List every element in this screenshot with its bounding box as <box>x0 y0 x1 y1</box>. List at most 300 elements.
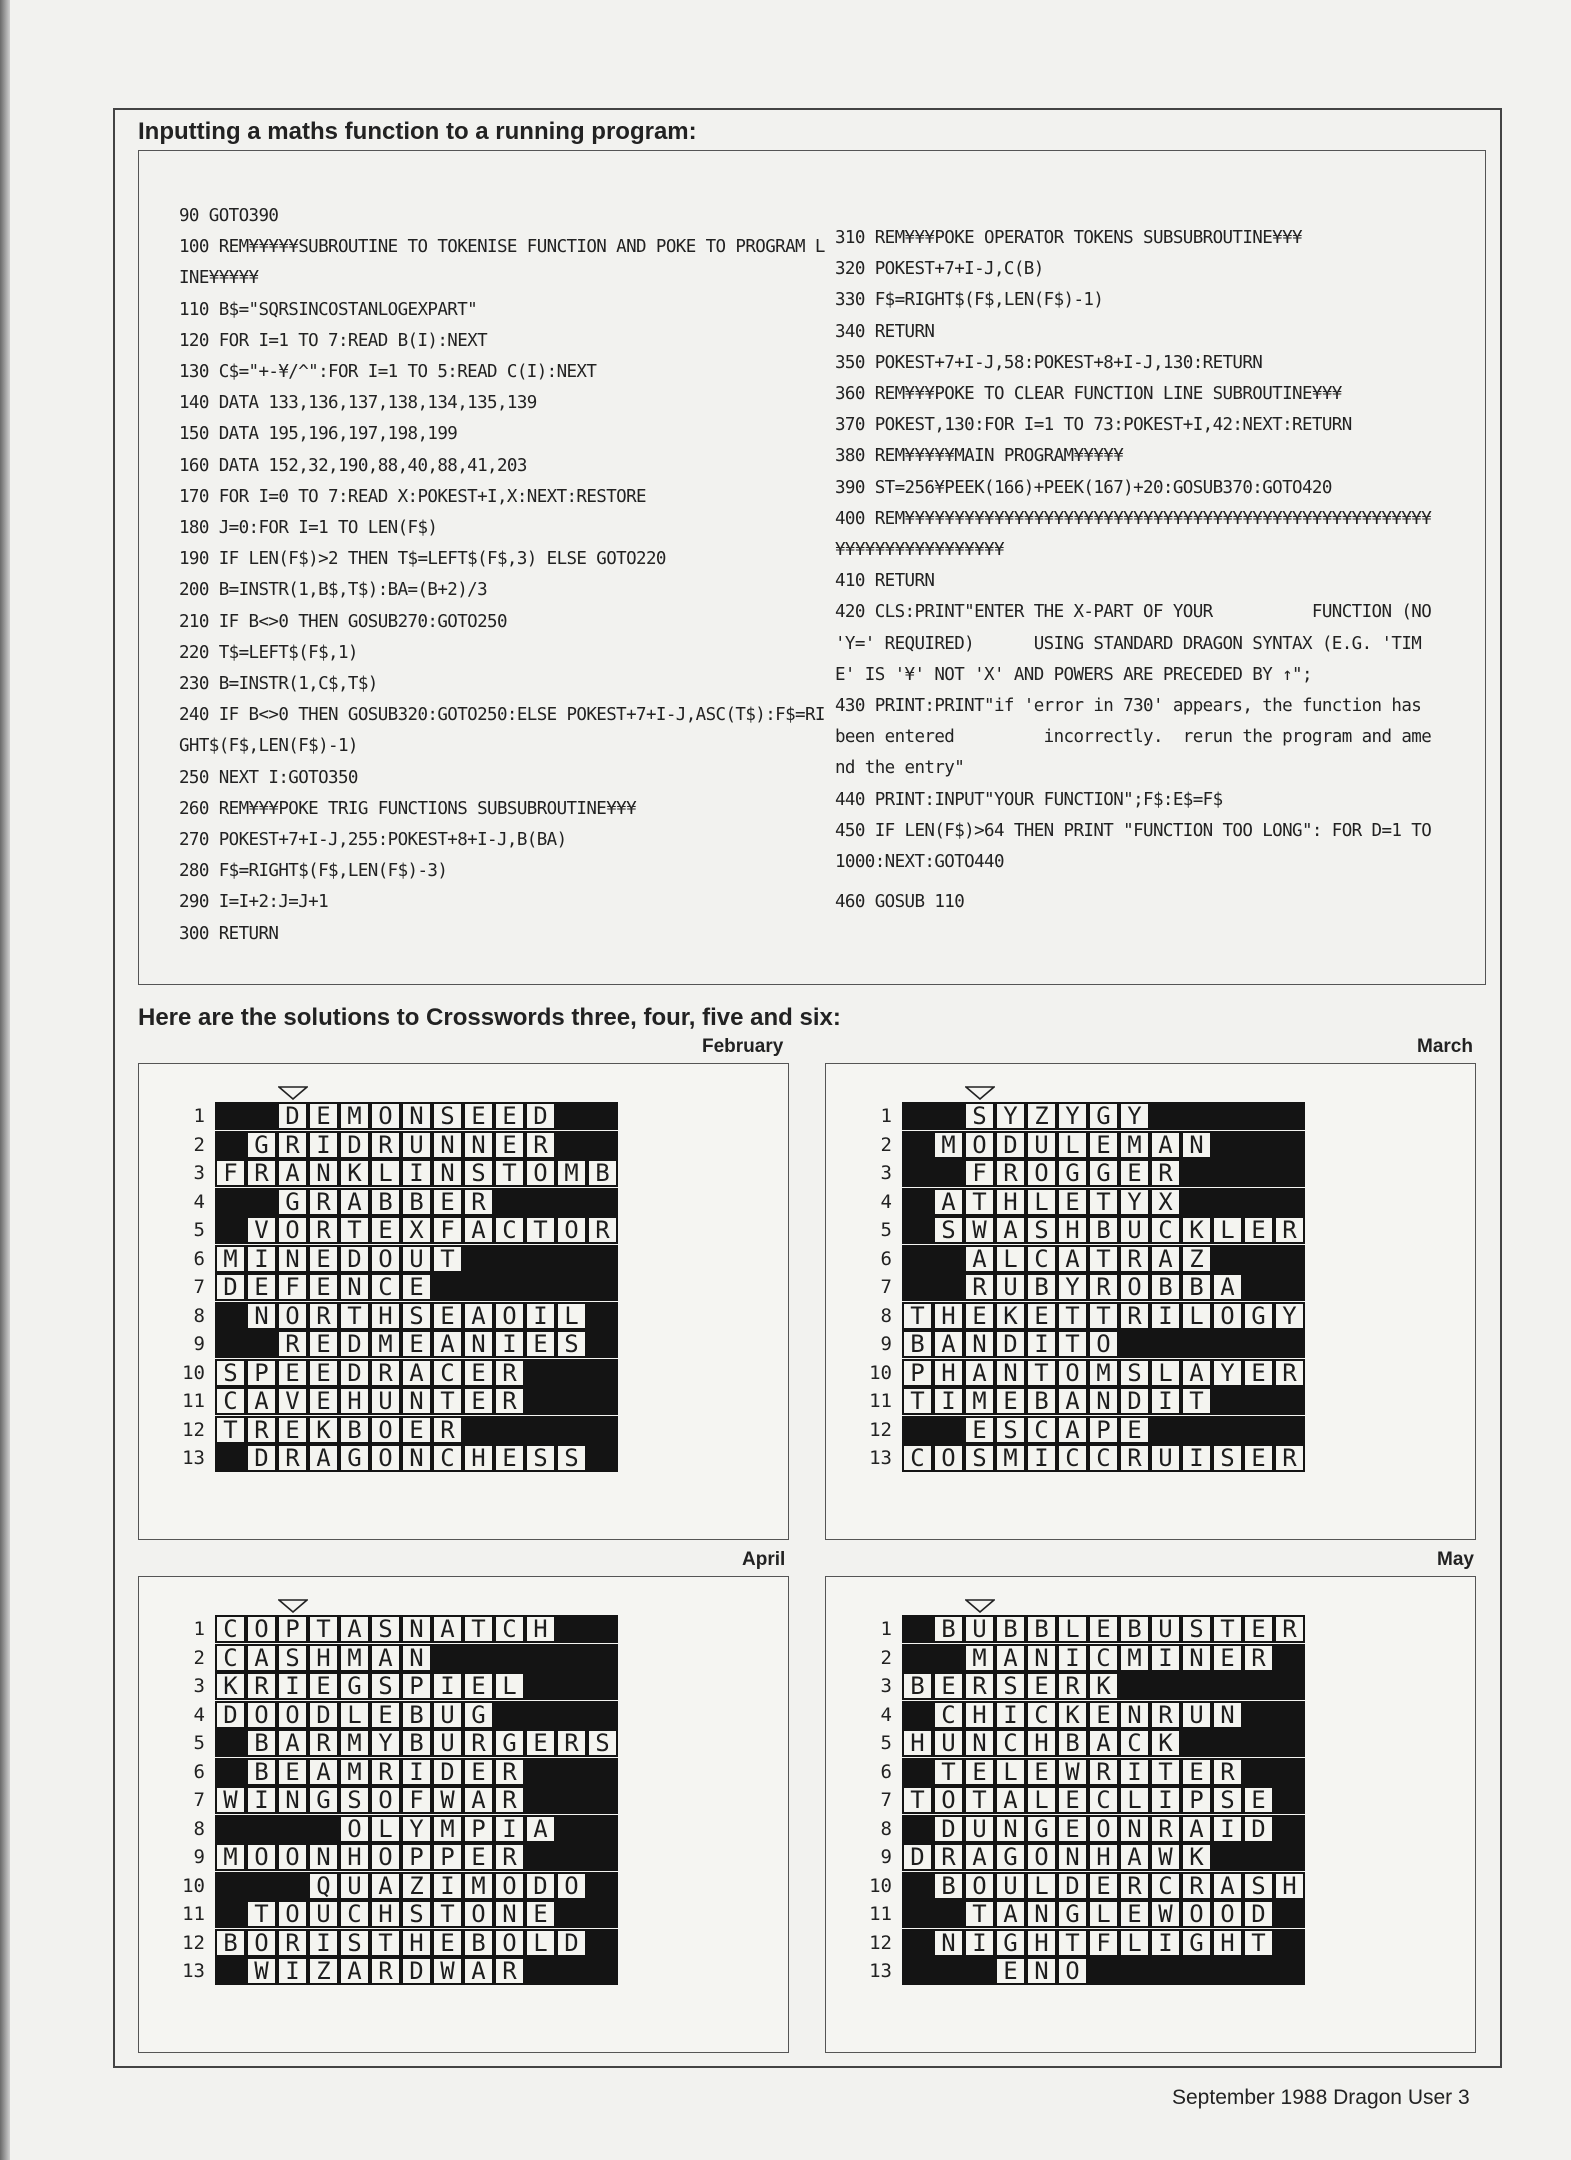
crossword-row <box>826 1929 1477 1957</box>
code-line: 130 C$="+-¥/^":FOR I=1 TO 5:READ C(I):NEXT <box>179 362 597 383</box>
letter-cell: U <box>933 1729 964 1757</box>
answer-word <box>215 1273 432 1301</box>
letter-cell: N <box>432 1131 463 1159</box>
row-number: 5 <box>193 1732 205 1754</box>
row-number: 9 <box>193 1333 205 1355</box>
letter-cell: O <box>1212 1302 1243 1330</box>
row-number: 6 <box>880 1247 892 1270</box>
letter-cell: W <box>246 1957 277 1985</box>
page-footer: September 1988 Dragon User 3 <box>1172 2086 1470 2109</box>
row-number: 5 <box>880 1219 892 1241</box>
code-line: 160 DATA 152,32,190,88,40,88,41,203 <box>179 455 527 476</box>
letter-cell: B <box>587 1159 618 1187</box>
letter-cell: C <box>215 1615 246 1643</box>
code-column-left <box>179 201 829 950</box>
crossword-row <box>826 1216 1477 1244</box>
letter-cell: A <box>1150 1245 1181 1273</box>
letter-cell: E <box>277 1416 308 1444</box>
letter-cell: G <box>1088 1102 1119 1130</box>
letter-cell: H <box>1212 1929 1243 1957</box>
letter-cell: N <box>1119 1815 1150 1843</box>
letter-cell: R <box>1150 1701 1181 1729</box>
letter-cell: O <box>1057 1359 1088 1387</box>
letter-cell: S <box>277 1644 308 1672</box>
letter-cell: C <box>215 1387 246 1415</box>
letter-cell: U <box>964 1615 995 1643</box>
letter-cell: Z <box>308 1957 339 1985</box>
letter-cell: E <box>964 1302 995 1330</box>
letter-cell: E <box>525 1729 556 1757</box>
letter-cell: B <box>1181 1273 1212 1301</box>
row-number: 6 <box>193 1247 205 1270</box>
letter-cell: G <box>339 1444 370 1472</box>
letter-cell: H <box>339 1843 370 1871</box>
letter-cell: W <box>1150 1843 1181 1871</box>
letter-cell: R <box>246 1672 277 1700</box>
letter-cell: M <box>1088 1359 1119 1387</box>
letter-cell: T <box>525 1216 556 1244</box>
letter-cell: C <box>494 1216 525 1244</box>
letter-cell: I <box>1057 1644 1088 1672</box>
code-line: 120 FOR I=1 TO 7:READ B(I):NEXT <box>179 330 488 351</box>
letter-cell: N <box>933 1929 964 1957</box>
crossword-row <box>139 1872 790 1900</box>
answer-word <box>964 1900 1274 1928</box>
letter-cell: R <box>308 1188 339 1216</box>
row-number: 7 <box>193 1789 205 1811</box>
letter-cell: B <box>370 1188 401 1216</box>
letter-cell: E <box>463 1758 494 1786</box>
letter-cell: A <box>1088 1729 1119 1757</box>
code-line: 280 F$=RIGHT$(F$,LEN(F$)-3) <box>179 861 448 882</box>
letter-cell: T <box>1057 1302 1088 1330</box>
letter-cell: A <box>1119 1843 1150 1871</box>
letter-cell: C <box>1026 1245 1057 1273</box>
letter-cell: N <box>432 1159 463 1187</box>
letter-cell: I <box>246 1786 277 1814</box>
letter-cell: N <box>964 1330 995 1358</box>
letter-cell: L <box>995 1758 1026 1786</box>
letter-cell: E <box>246 1273 277 1301</box>
row-number: 6 <box>193 1760 205 1783</box>
code-line: 390 ST=256¥PEEK(166)+PEEK(167)+20:GOSUB370:GOTO420 <box>835 477 1332 498</box>
crossword-row <box>139 1387 790 1415</box>
letter-cell: E <box>1026 1758 1057 1786</box>
crossword-row <box>826 1872 1477 1900</box>
row-number: 7 <box>193 1276 205 1298</box>
code-line: 190 IF LEN(F$)>2 THEN T$=LEFT$(F$,3) ELSE GOTO220 <box>179 549 666 570</box>
letter-cell: E <box>463 1387 494 1415</box>
letter-cell: L <box>1057 1615 1088 1643</box>
crossword-row <box>826 1387 1477 1415</box>
letter-cell: A <box>933 1330 964 1358</box>
letter-cell: L <box>1150 1359 1181 1387</box>
letter-cell: R <box>525 1131 556 1159</box>
crossword-row <box>826 1273 1477 1301</box>
letter-cell: R <box>1119 1302 1150 1330</box>
grid-shading <box>902 1957 1305 1985</box>
letter-cell: G <box>995 1843 1026 1871</box>
code-line: 440 PRINT:INPUT"YOUR FUNCTION";F$:E$=F$ <box>835 789 1223 810</box>
letter-cell: R <box>1274 1615 1305 1643</box>
letter-cell: A <box>1212 1273 1243 1301</box>
letter-cell: G <box>1026 1815 1057 1843</box>
letter-cell: T <box>902 1786 933 1814</box>
letter-cell: E <box>401 1273 432 1301</box>
letter-cell: M <box>1119 1644 1150 1672</box>
letter-cell: R <box>277 1929 308 1957</box>
row-number: 12 <box>869 1931 892 1954</box>
letter-cell: I <box>277 1957 308 1985</box>
letter-cell: E <box>525 1330 556 1358</box>
letter-cell: R <box>1119 1872 1150 1900</box>
letter-cell: N <box>277 1245 308 1273</box>
answer-word <box>215 1672 525 1700</box>
letter-cell: A <box>995 1644 1026 1672</box>
letter-cell: O <box>1026 1159 1057 1187</box>
answer-word <box>902 1786 1274 1814</box>
row-number: 5 <box>193 1219 205 1241</box>
crossword-row <box>826 1644 1477 1672</box>
page-edge <box>0 0 10 2160</box>
row-number: 4 <box>193 1190 205 1213</box>
crossword-row <box>139 1216 790 1244</box>
row-number: 10 <box>182 1874 205 1897</box>
letter-cell: S <box>401 1302 432 1330</box>
code-line: 430 PRINT:PRINT"if 'error in 730' appears, the function has been entered incorrectly. rerun the program and amend the entry" <box>835 696 1432 779</box>
letter-cell: F <box>432 1216 463 1244</box>
crossword-row <box>139 1359 790 1387</box>
row-number: 11 <box>869 1390 892 1412</box>
letter-cell: T <box>494 1159 525 1187</box>
letter-cell: O <box>1119 1273 1150 1301</box>
letter-cell: T <box>432 1387 463 1415</box>
crossword-row <box>826 1729 1477 1757</box>
code-line: 350 POKEST+7+I-J,58:POKEST+8+I-J,130:RETURN <box>835 352 1263 373</box>
letter-cell: E <box>494 1131 525 1159</box>
letter-cell: A <box>401 1359 432 1387</box>
answer-word <box>964 1159 1181 1187</box>
letter-cell: E <box>494 1444 525 1472</box>
crossword-row <box>826 1131 1477 1159</box>
letter-cell: D <box>215 1701 246 1729</box>
letter-cell: T <box>215 1416 246 1444</box>
letter-cell: B <box>339 1416 370 1444</box>
letter-cell: L <box>1026 1786 1057 1814</box>
letter-cell: G <box>995 1929 1026 1957</box>
letter-cell: M <box>964 1644 995 1672</box>
letter-cell: T <box>964 1786 995 1814</box>
letter-cell: R <box>494 1786 525 1814</box>
letter-cell: S <box>1119 1359 1150 1387</box>
letter-cell: R <box>494 1359 525 1387</box>
answer-word <box>964 1644 1274 1672</box>
letter-cell: G <box>1057 1900 1088 1928</box>
code-line: 300 RETURN <box>179 923 279 944</box>
letter-cell: R <box>370 1758 401 1786</box>
letter-cell: H <box>1274 1872 1305 1900</box>
letter-cell: B <box>933 1872 964 1900</box>
letter-cell: D <box>1243 1900 1274 1928</box>
letter-cell: E <box>308 1273 339 1301</box>
letter-cell: B <box>995 1615 1026 1643</box>
letter-cell: N <box>1212 1701 1243 1729</box>
letter-cell: S <box>1026 1216 1057 1244</box>
answer-word <box>215 1701 494 1729</box>
letter-cell: U <box>432 1729 463 1757</box>
answer-word <box>215 1843 525 1871</box>
letter-cell: A <box>933 1188 964 1216</box>
crossword-row <box>826 1359 1477 1387</box>
letter-cell: T <box>1057 1929 1088 1957</box>
letter-cell: T <box>432 1900 463 1928</box>
crossword-row <box>139 1245 790 1273</box>
row-number: 13 <box>869 1960 892 1982</box>
letter-cell: A <box>370 1872 401 1900</box>
letter-cell: S <box>995 1672 1026 1700</box>
crossword-row <box>139 1444 790 1472</box>
letter-cell: C <box>1150 1872 1181 1900</box>
letter-cell: O <box>370 1786 401 1814</box>
letter-cell: U <box>1181 1701 1212 1729</box>
letter-cell: H <box>463 1444 494 1472</box>
letter-cell: L <box>1057 1131 1088 1159</box>
letter-cell: S <box>1212 1786 1243 1814</box>
letter-cell: L <box>339 1701 370 1729</box>
letter-cell: R <box>370 1359 401 1387</box>
letter-cell: D <box>556 1929 587 1957</box>
letter-cell: E <box>308 1245 339 1273</box>
row-number: 3 <box>880 1675 892 1697</box>
letter-cell: M <box>995 1444 1026 1472</box>
letter-cell: A <box>370 1644 401 1672</box>
code-listing-box <box>138 150 1486 985</box>
letter-cell: C <box>1088 1644 1119 1672</box>
letter-cell: O <box>277 1216 308 1244</box>
letter-cell: D <box>525 1872 556 1900</box>
letter-cell: A <box>1057 1245 1088 1273</box>
letter-cell: U <box>401 1245 432 1273</box>
letter-cell: C <box>1026 1416 1057 1444</box>
answer-word <box>215 1615 556 1643</box>
letter-cell: H <box>308 1644 339 1672</box>
letter-cell: P <box>401 1843 432 1871</box>
letter-cell: N <box>277 1786 308 1814</box>
code-line: 200 B=INSTR(1,B$,T$):BA=(B+2)/3 <box>179 580 488 601</box>
letter-cell: I <box>995 1701 1026 1729</box>
code-line: 230 B=INSTR(1,C$,T$) <box>179 674 378 695</box>
letter-cell: A <box>995 1216 1026 1244</box>
letter-cell: O <box>277 1843 308 1871</box>
letter-cell: H <box>1057 1216 1088 1244</box>
letter-cell: I <box>525 1302 556 1330</box>
letter-cell: S <box>995 1416 1026 1444</box>
answer-word <box>902 1387 1212 1415</box>
letter-cell: M <box>339 1644 370 1672</box>
letter-cell: D <box>902 1843 933 1871</box>
letter-cell: N <box>1088 1387 1119 1415</box>
code-line: 460 GOSUB 110 <box>835 892 965 913</box>
letter-cell: O <box>1181 1900 1212 1928</box>
letter-cell: Y <box>401 1815 432 1843</box>
code-line: 370 POKEST,130:FOR I=1 TO 73:POKEST+I,42:NEXT:RETURN <box>835 415 1352 436</box>
crossword-row <box>139 1330 790 1358</box>
letter-cell: A <box>246 1387 277 1415</box>
letter-cell: I <box>933 1387 964 1415</box>
letter-cell: S <box>933 1216 964 1244</box>
letter-cell: H <box>964 1701 995 1729</box>
letter-cell: X <box>1150 1188 1181 1216</box>
letter-cell: G <box>339 1672 370 1700</box>
letter-cell: I <box>1212 1815 1243 1843</box>
letter-cell: A <box>1150 1131 1181 1159</box>
crossword-row <box>826 1957 1477 1985</box>
letter-cell: E <box>1026 1302 1057 1330</box>
letter-cell: R <box>1274 1444 1305 1472</box>
letter-cell: C <box>494 1615 525 1643</box>
letter-cell: R <box>494 1957 525 1985</box>
answer-word <box>246 1131 556 1159</box>
answer-word <box>902 1843 1212 1871</box>
letter-cell: R <box>246 1159 277 1187</box>
letter-cell: I <box>1150 1644 1181 1672</box>
letter-cell: R <box>1243 1644 1274 1672</box>
letter-cell: R <box>556 1729 587 1757</box>
crossword-row <box>139 1672 790 1700</box>
letter-cell: L <box>1088 1900 1119 1928</box>
crossword-february <box>138 1063 789 1540</box>
letter-cell: S <box>339 1786 370 1814</box>
letter-cell: U <box>339 1872 370 1900</box>
row-number: 1 <box>193 1618 205 1640</box>
row-number: 2 <box>880 1646 892 1669</box>
letter-cell: W <box>432 1957 463 1985</box>
answer-word <box>995 1957 1088 1985</box>
letter-cell: A <box>1057 1416 1088 1444</box>
letter-cell: O <box>556 1872 587 1900</box>
letter-cell: E <box>1212 1644 1243 1672</box>
answer-word <box>277 1188 494 1216</box>
letter-cell: O <box>370 1102 401 1130</box>
letter-cell: T <box>308 1615 339 1643</box>
letter-cell: H <box>339 1387 370 1415</box>
letter-cell: A <box>339 1615 370 1643</box>
crossword-row <box>826 1786 1477 1814</box>
letter-cell: K <box>339 1159 370 1187</box>
letter-cell: B <box>1057 1729 1088 1757</box>
crossword-row <box>826 1416 1477 1444</box>
answer-word <box>246 1729 618 1757</box>
code-line: 410 RETURN <box>835 571 935 592</box>
row-number: 3 <box>193 1675 205 1697</box>
letter-cell: S <box>964 1102 995 1130</box>
letter-cell: E <box>1057 1188 1088 1216</box>
letter-cell: D <box>432 1758 463 1786</box>
letter-cell: A <box>1212 1872 1243 1900</box>
answer-word <box>246 1758 525 1786</box>
letter-cell: N <box>401 1387 432 1415</box>
letter-cell: E <box>308 1672 339 1700</box>
letter-cell: I <box>1026 1330 1057 1358</box>
letter-cell: F <box>964 1159 995 1187</box>
letter-cell: S <box>401 1900 432 1928</box>
crossword-row <box>826 1245 1477 1273</box>
letter-cell: I <box>401 1758 432 1786</box>
letter-cell: U <box>1150 1615 1181 1643</box>
letter-cell: H <box>902 1729 933 1757</box>
letter-cell: X <box>401 1216 432 1244</box>
letter-cell: D <box>525 1102 556 1130</box>
letter-cell: K <box>1150 1729 1181 1757</box>
letter-cell: E <box>308 1359 339 1387</box>
letter-cell: F <box>215 1159 246 1187</box>
crossword-row <box>139 1188 790 1216</box>
letter-cell: U <box>1119 1216 1150 1244</box>
code-line: 150 DATA 195,196,197,198,199 <box>179 424 458 445</box>
letter-cell: H <box>370 1302 401 1330</box>
letter-cell: R <box>277 1330 308 1358</box>
letter-cell: T <box>1150 1758 1181 1786</box>
letter-cell: S <box>432 1102 463 1130</box>
letter-cell: E <box>1181 1758 1212 1786</box>
crossword-row <box>139 1843 790 1871</box>
letter-cell: L <box>370 1815 401 1843</box>
crossword-row <box>139 1701 790 1729</box>
letter-cell: S <box>587 1729 618 1757</box>
letter-cell: U <box>401 1131 432 1159</box>
answer-word <box>933 1815 1274 1843</box>
answer-word <box>964 1416 1150 1444</box>
letter-cell: R <box>308 1302 339 1330</box>
letter-cell: O <box>494 1872 525 1900</box>
letter-cell: E <box>401 1416 432 1444</box>
letter-cell: T <box>432 1245 463 1273</box>
letter-cell: D <box>246 1444 277 1472</box>
letter-cell: N <box>308 1159 339 1187</box>
letter-cell: T <box>964 1900 995 1928</box>
letter-cell: C <box>933 1701 964 1729</box>
letter-cell: D <box>995 1330 1026 1358</box>
letter-cell: S <box>339 1929 370 1957</box>
code-column-right <box>835 223 1440 918</box>
code-line: 360 REM¥¥¥POKE TO CLEAR FUNCTION LINE SUBROUTINE¥¥¥ <box>835 384 1342 405</box>
letter-cell: R <box>463 1188 494 1216</box>
letter-cell: A <box>432 1330 463 1358</box>
letter-cell: E <box>1119 1159 1150 1187</box>
letter-cell: M <box>370 1330 401 1358</box>
row-number: 3 <box>193 1162 205 1184</box>
letter-cell: E <box>1243 1786 1274 1814</box>
letter-cell: C <box>215 1644 246 1672</box>
letter-cell: C <box>1088 1444 1119 1472</box>
letter-cell: I <box>432 1872 463 1900</box>
letter-cell: S <box>1181 1615 1212 1643</box>
letter-cell: S <box>1243 1872 1274 1900</box>
letter-cell: W <box>215 1786 246 1814</box>
letter-cell: R <box>1057 1672 1088 1700</box>
month-label-february: February <box>702 1036 784 1057</box>
code-line: 290 I=I+2:J=J+1 <box>179 892 329 913</box>
letter-cell: M <box>556 1159 587 1187</box>
letter-cell: R <box>308 1729 339 1757</box>
letter-cell: O <box>964 1872 995 1900</box>
answer-word <box>902 1302 1305 1330</box>
letter-cell: C <box>1026 1701 1057 1729</box>
row-number: 7 <box>880 1789 892 1811</box>
letter-cell: N <box>463 1131 494 1159</box>
letter-cell: E <box>308 1387 339 1415</box>
letter-cell: D <box>339 1245 370 1273</box>
